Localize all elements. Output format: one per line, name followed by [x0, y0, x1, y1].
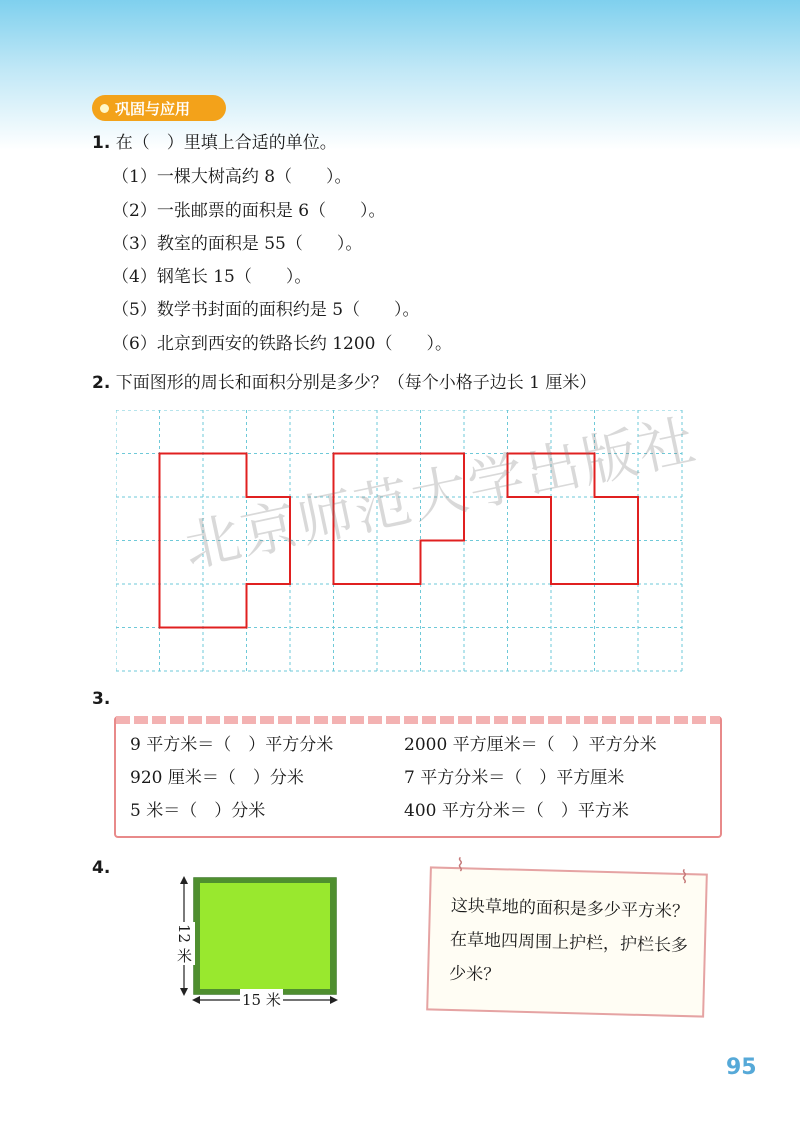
conversion-5: 5 米＝（ ）分米 — [130, 801, 266, 821]
height-label: 12 米 — [175, 924, 193, 963]
conversion-1: 9 平方米＝（ ）平方分米 — [130, 735, 334, 755]
question-number: 2. — [92, 373, 111, 393]
question-1 — [92, 132, 337, 154]
q1-item-5: （5）数学书封面的面积约是 5（ ）。 — [112, 300, 420, 320]
paperclip-icon: ⌇ — [680, 867, 689, 888]
paperclip-icon: ⌇ — [456, 855, 465, 876]
conversion-3: 920 厘米＝（ ）分米 — [130, 768, 304, 788]
q1-item-4: （4）钢笔长 15（ ）。 — [112, 267, 312, 287]
question-2 — [92, 372, 596, 394]
question-number: 4. — [92, 858, 111, 878]
note-text: 这块草地的面积是多少平方米？在草地四周围上护栏，护栏长多少米？ — [448, 895, 690, 986]
q1-item-1: （1）一棵大树高约 8（ ）。 — [112, 167, 352, 187]
question-number: 1. — [92, 133, 111, 153]
q1-item-3: （3）教室的面积是 55（ ）。 — [112, 234, 363, 254]
question-text: 在（ ）里填上合适的单位。 — [115, 133, 337, 153]
lawn-rect — [194, 878, 336, 994]
section-title: 巩固与应用 — [115, 99, 191, 118]
bullet-icon — [100, 104, 109, 113]
header-band — [0, 0, 800, 150]
question-number: 3. — [92, 689, 111, 709]
q1-item-6: （6）北京到西安的铁路长约 1200（ ）。 — [112, 334, 452, 354]
question-3 — [92, 688, 110, 710]
section-tag — [92, 95, 226, 121]
watermark: 北京师范大学出版社 — [178, 408, 703, 581]
conversion-6: 400 平方分米＝（ ）平方米 — [404, 801, 629, 821]
question-text: 下面图形的周长和面积分别是多少？（每个小格子边长 1 厘米） — [115, 373, 597, 393]
q1-item-2: （2）一张邮票的面积是 6（ ）。 — [112, 201, 386, 221]
conversion-4: 7 平方分米＝（ ）平方厘米 — [404, 768, 625, 788]
page-number: 95 — [726, 1055, 757, 1080]
question-note — [426, 866, 708, 1017]
width-label: 15 米 — [242, 991, 281, 1009]
conversion-2: 2000 平方厘米＝（ ）平方分米 — [404, 735, 657, 755]
question-4 — [92, 857, 110, 879]
